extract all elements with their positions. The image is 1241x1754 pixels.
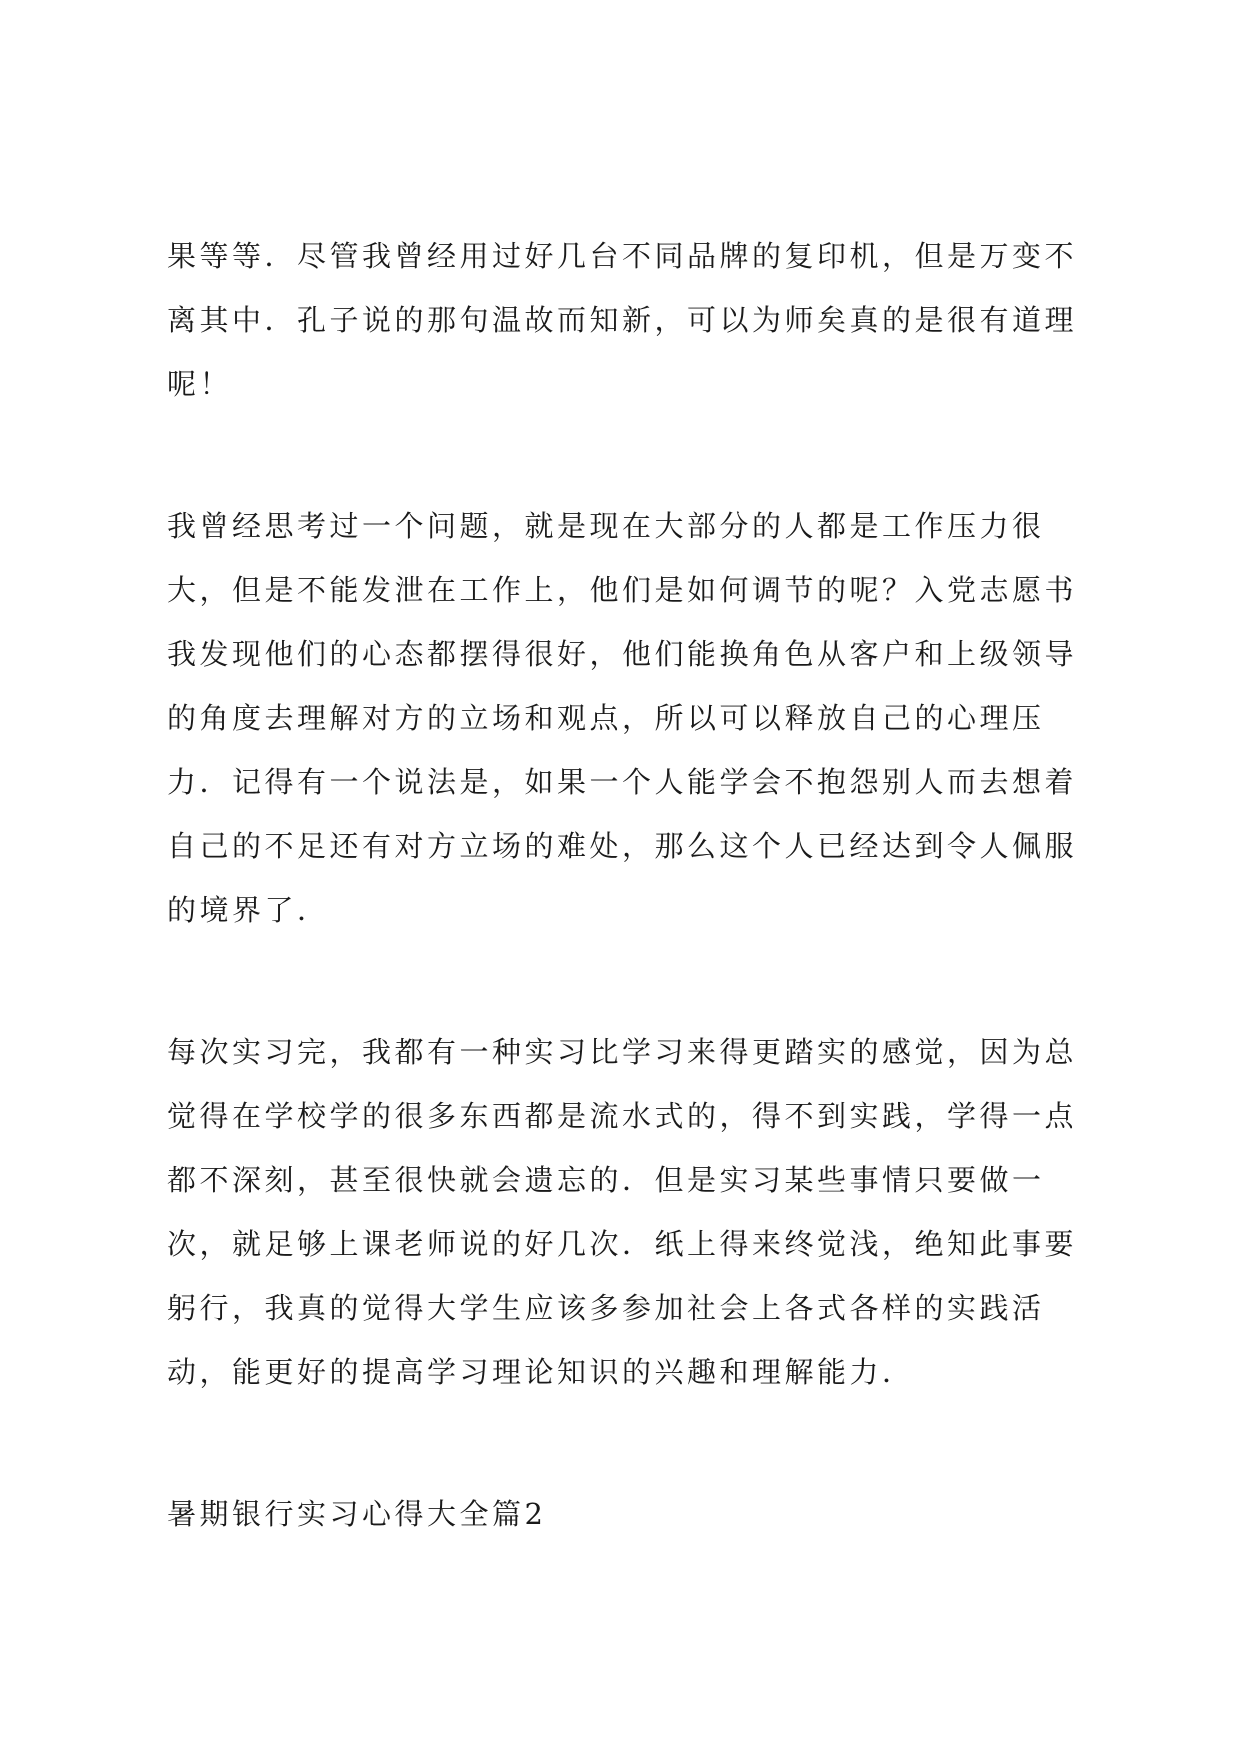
text-line: 躬行，我真的觉得大学生应该多参加社会上各式各样的实践活 bbox=[167, 1291, 1045, 1325]
paragraph-1 bbox=[167, 224, 1087, 416]
text-line: 的境界了． bbox=[167, 893, 330, 927]
document-body bbox=[167, 224, 1087, 1546]
text-line: 大，但是不能发泄在工作上，他们是如何调节的呢？入党志愿书 bbox=[167, 573, 1078, 607]
text-line: 我曾经思考过一个问题，就是现在大部分的人都是工作压力很 bbox=[167, 509, 1045, 543]
text-line: 自己的不足还有对方立场的难处，那么这个人已经达到令人佩服 bbox=[167, 829, 1078, 863]
paragraph-3 bbox=[167, 1020, 1087, 1404]
paragraph-spacer bbox=[167, 416, 1087, 494]
text-line: 离其中．孔子说的那句温故而知新，可以为师矣真的是很有道理 bbox=[167, 303, 1078, 337]
text-line: 果等等．尽管我曾经用过好几台不同品牌的复印机，但是万变不 bbox=[167, 239, 1078, 273]
paragraph-spacer bbox=[167, 1404, 1087, 1482]
text-line: 每次实习完，我都有一种实习比学习来得更踏实的感觉，因为总 bbox=[167, 1035, 1078, 1069]
paragraph-2 bbox=[167, 494, 1087, 942]
text-line: 我发现他们的心态都摆得很好，他们能换角色从客户和上级领导 bbox=[167, 637, 1078, 671]
section-heading: 暑期银行实习心得大全篇2 bbox=[167, 1497, 547, 1531]
text-line: 觉得在学校学的很多东西都是流水式的，得不到实践，学得一点 bbox=[167, 1099, 1078, 1133]
text-line: 力．记得有一个说法是，如果一个人能学会不抱怨别人而去想着 bbox=[167, 765, 1078, 799]
paragraph-spacer bbox=[167, 942, 1087, 1020]
text-line: 都不深刻，甚至很快就会遗忘的．但是实习某些事情只要做一 bbox=[167, 1163, 1045, 1197]
text-line: 次，就足够上课老师说的好几次．纸上得来终觉浅，绝知此事要 bbox=[167, 1227, 1078, 1261]
text-line: 的角度去理解对方的立场和观点，所以可以释放自己的心理压 bbox=[167, 701, 1045, 735]
text-line: 呢！ bbox=[167, 367, 233, 401]
text-line: 动，能更好的提高学习理论知识的兴趣和理解能力． bbox=[167, 1355, 915, 1389]
